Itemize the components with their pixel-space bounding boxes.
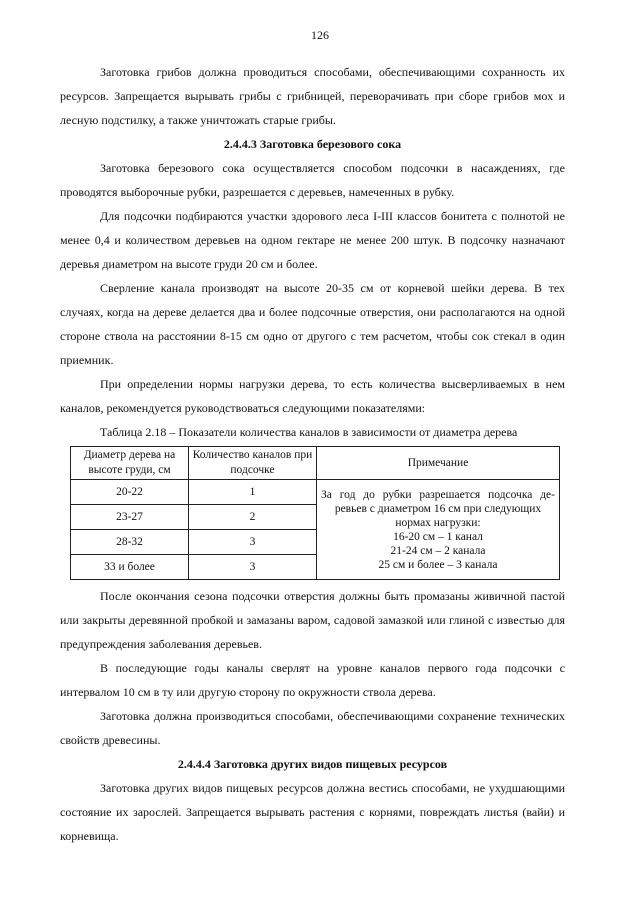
paragraph-other-resources: Заготовка других видов пищевых ресурсов должна вестись способами, не ухудшающими состояние их зарослей. Запрещается вырывать растения с корнями, повреждать листья (вайи) и корневища. — [60, 781, 565, 843]
channels-table — [70, 446, 560, 580]
page-content — [60, 60, 565, 848]
section-heading-other-resources: 2.4.4.4 Заготовка других видов пищевых ресурсов — [177, 757, 448, 771]
note-line: ревьев с диаметром 16 см при следующих — [334, 502, 542, 515]
paragraph-sap-method: Заготовка березового сока осуществляется способом подсочки в насаждениях, где проводятся выборочные рубки, разрешается с деревьев, намеченных в рубку. — [60, 161, 565, 199]
page-number: 126 — [311, 28, 329, 42]
paragraph-site-selection: Для подсочки подбираются участки здорового леса I-III классов бонитета с полнотой не менее 0,4 и количеством деревьев на одном гектаре не менее 200 штук. В подсочку назначают деревья диаметром на высоте груди 20 см и более. — [60, 209, 565, 271]
paragraph-drilling: Сверление канала производят на высоте 20-35 см от корневой шейки дерева. В тех случаях, когда на дереве делается два и более подсочные отверстия, они располагаются на одной стороне ствола на расстоянии 8-15 см одно от другого с тем расчетом, чтобы сок стекал в один приемник. — [60, 281, 565, 367]
header-diameter: Диаметр дерева на высоте груди, см — [71, 447, 189, 480]
table-caption: Таблица 2.18 – Показатели количества каналов в зависимости от диаметра дерева — [100, 425, 518, 439]
cell-channels: 3 — [189, 530, 317, 555]
cell-channels: 3 — [189, 555, 317, 580]
note-line: 16-20 см – 1 канал — [393, 530, 483, 543]
cell-channels: 1 — [189, 480, 317, 505]
note-line: За год до рубки разрешается подсочка де- — [321, 488, 555, 501]
header-note: Примечание — [317, 447, 560, 480]
header-channels: Количество каналов при подсочке — [189, 447, 317, 480]
note-line: 21-24 см – 2 канала — [390, 544, 486, 557]
paragraph-load-norms: При определении нормы нагрузки дерева, то есть количества высверливаемых в нем каналов, рекомендуется руководствоваться следующими показателями: — [60, 377, 565, 415]
paragraph-wood-properties: Заготовка должна производиться способами, обеспечивающими сохранение технических свойств древесины. — [60, 709, 565, 747]
paragraph-mushrooms: Заготовка грибов должна проводиться способами, обеспечивающими сохранность их ресурсов. Запрещается вырывать грибы с грибницей, переворачивать при сборе грибов мох и лесную подстилку, а также уничтожать старые грибы. — [60, 65, 565, 127]
cell-diameter: 33 и более — [71, 555, 189, 580]
paragraph-next-years: В последующие годы каналы сверлят на уровне каналов первого года подсочки с интервалом 10 см в ту или другую сторону по окружности ствола дерева. — [60, 661, 565, 699]
cell-diameter: 23-27 — [71, 505, 189, 530]
paragraph-after-season: После окончания сезона подсочки отверстия должны быть промазаны живичной пастой или закрыты деревянной пробкой и замазаны варом, садовой замазкой или глиной с известью для предупреждения заболевания деревьев. — [60, 589, 565, 651]
note-line: 25 см и более – 3 канала — [378, 558, 498, 571]
section-heading-birch-sap: 2.4.4.3 Заготовка березового сока — [223, 137, 402, 151]
note-line: нормах нагрузки: — [395, 516, 481, 529]
cell-diameter: 20-22 — [71, 480, 189, 505]
table-header-row — [71, 447, 560, 480]
cell-channels: 2 — [189, 505, 317, 530]
cell-diameter: 28-32 — [71, 530, 189, 555]
cell-note — [317, 480, 560, 580]
table-row — [71, 480, 560, 505]
